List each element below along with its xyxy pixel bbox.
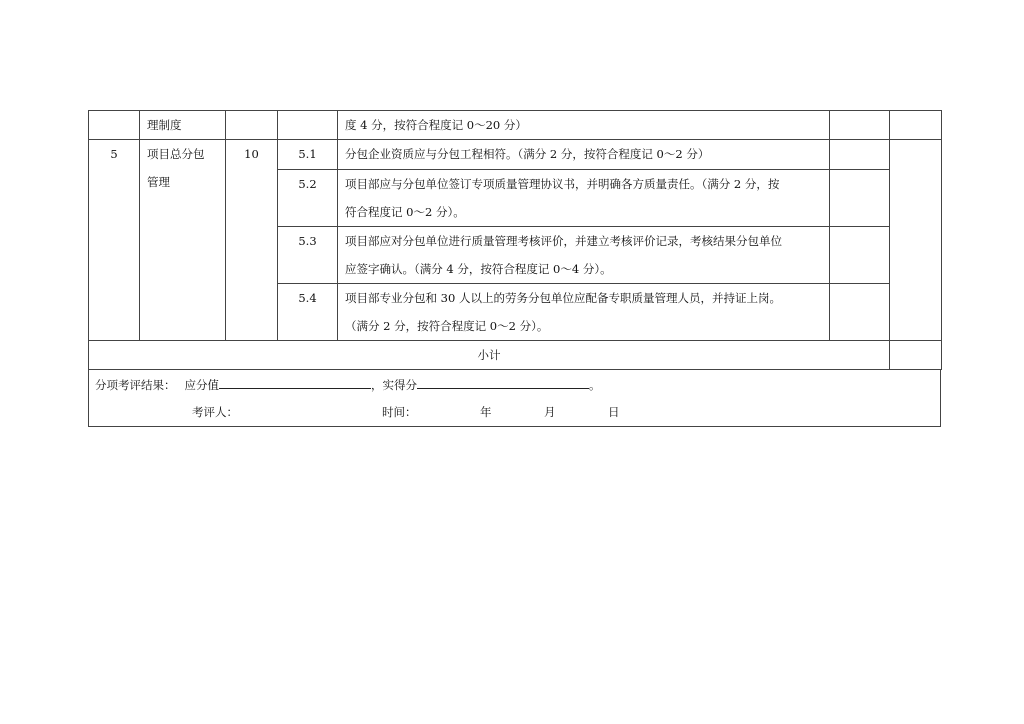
result-label: 分项考评结果：	[95, 378, 176, 392]
assessment-table	[88, 110, 942, 370]
subtotal-value	[890, 341, 942, 370]
cell-code	[278, 111, 338, 140]
section-name-line2: 管理	[147, 175, 170, 189]
month-label: 月	[544, 405, 556, 419]
cell-content: 度 4 分，按符合程度记 0～20 分）	[338, 111, 830, 140]
cell-should	[830, 111, 890, 140]
comma: ，	[371, 378, 383, 392]
should-label: 应分值	[184, 378, 219, 392]
result-line	[95, 376, 601, 393]
item-code: 5.1	[278, 140, 338, 170]
cell-actual	[890, 140, 942, 341]
actual-score-field[interactable]	[417, 376, 589, 389]
actual-label: 实得分	[382, 378, 417, 392]
cell-name: 理制度	[140, 111, 226, 140]
cell-should	[830, 170, 890, 227]
item-line: 项目部应对分包单位进行质量管理考核评价，并建立考核评价记录，考核结果分包单位	[345, 234, 782, 248]
subtotal-row	[89, 341, 942, 370]
subtotal-label: 小计	[89, 341, 890, 370]
item-line: 项目部应与分包单位签订专项质量管理协议书，并明确各方质量责任。（满分 2 分，按	[345, 177, 780, 191]
item-content	[338, 227, 830, 284]
time-label: 时间：	[382, 405, 417, 419]
cell-actual	[890, 111, 942, 140]
item-line: 符合程度记 0～2 分）。	[345, 205, 465, 219]
day-label: 日	[608, 405, 620, 419]
item-code: 5.3	[278, 227, 338, 284]
table-row	[89, 111, 942, 140]
item-line: 项目部专业分包和 30 人以上的劳务分包单位应配备专职质量管理人员，并持证上岗。	[345, 291, 781, 305]
item-content	[338, 140, 830, 170]
year-label: 年	[480, 405, 492, 419]
item-line: 应签字确认。（满分 4 分，按符合程度记 0～4 分）。	[345, 262, 612, 276]
cell-should	[830, 227, 890, 284]
section-name-line1: 项目总分包	[147, 147, 205, 161]
section-name	[140, 140, 226, 341]
assessment-footer	[88, 369, 941, 427]
cell-should	[830, 140, 890, 170]
item-content	[338, 170, 830, 227]
cell-should	[830, 284, 890, 341]
assessor-label: 考评人：	[192, 405, 238, 419]
item-line: 分包企业资质应与分包工程相符。（满分 2 分，按符合程度记 0～2 分）	[345, 147, 710, 161]
period: 。	[589, 378, 601, 392]
should-score-field[interactable]	[219, 376, 371, 389]
section-score: 10	[226, 140, 278, 341]
item-code: 5.4	[278, 284, 338, 341]
cell-score	[226, 111, 278, 140]
item-line: （满分 2 分，按符合程度记 0～2 分）。	[345, 319, 549, 333]
item-code: 5.2	[278, 170, 338, 227]
item-content	[338, 284, 830, 341]
cell-no	[89, 111, 140, 140]
table-row	[89, 140, 942, 170]
section-no: 5	[89, 140, 140, 341]
